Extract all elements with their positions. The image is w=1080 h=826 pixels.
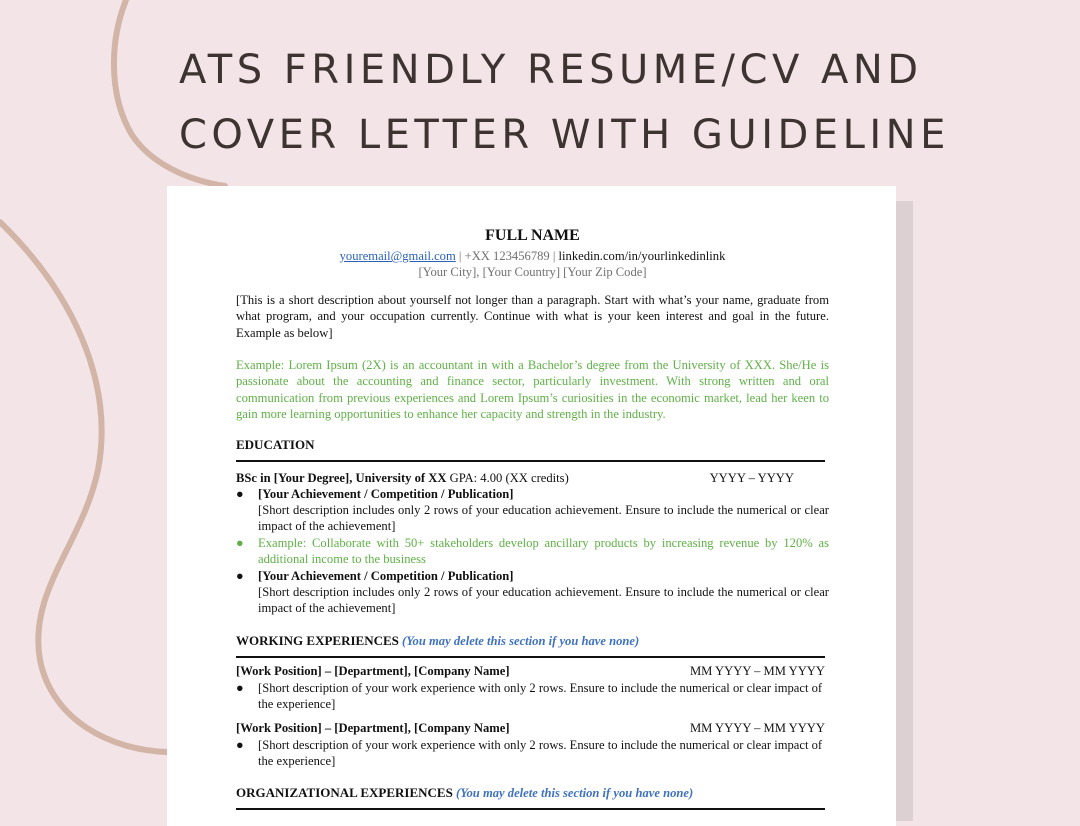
work-heading: WORKING EXPERIENCES: [236, 633, 399, 648]
degree-title: BSc in [Your Degree], University of XX: [236, 471, 447, 485]
job-position: [Work Position] – [Department], [Company Name]: [236, 721, 510, 735]
education-dates: YYYY – YYYY: [709, 471, 794, 485]
contact-line: [236, 248, 829, 264]
org-heading: ORGANIZATIONAL EXPERIENCES: [236, 785, 453, 800]
job-dates: MM YYYY – MM YYYY: [689, 664, 825, 678]
full-name: FULL NAME: [485, 227, 580, 244]
summary-paragraph: [This is a short description about yourself not longer than a paragraph. Start with what’s your name, graduate from what program, and your occupation currently. Continue with what is your keen interest and goal in the future. Example as below]: [236, 293, 829, 340]
example-paragraph: Example: Lorem Ipsum (2X) is an accountant in with a Bachelor’s degree from the University of XXX. She/He is passionate about the accounting and finance sector, particularly investment. With strong written and oral communication from previous experiences and Lorem Ipsum’s curiosities in the economic market, lead her keen to gain more learning opportunities to enhance her capacity and strength in the industry.: [236, 358, 829, 421]
job-dates: MM YYYY – MM YYYY: [689, 721, 825, 735]
address-line: [Your City], [Your Country] [Your Zip Code]: [418, 265, 647, 279]
phone-number: | +XX 123456789 |: [455, 249, 559, 263]
bullet: ●: [236, 536, 244, 550]
achievement-title: [Your Achievement / Competition / Publication]: [258, 487, 514, 501]
achievement-example: Example: Collaborate with 50+ stakeholders develop ancillary products by increasing revenue by 120% as additional income to the business: [258, 536, 829, 567]
linkedin-link[interactable]: linkedin.com/in/yourlinkedinlink: [558, 249, 726, 263]
job-position: [Work Position] – [Department], [Company Name]: [236, 664, 510, 678]
achievement-desc: [Short description includes only 2 rows of your education achievement. Ensure to include the numerical or clear impact of the achievement]: [258, 503, 829, 534]
headline-line-1: ATS FRIENDLY RESUME/CV AND: [179, 47, 923, 93]
gpa-text: GPA: 4.00 (XX credits): [446, 471, 569, 485]
work-heading-line: [236, 633, 639, 649]
email-link[interactable]: youremail@gmail.com: [339, 249, 456, 263]
degree-line: [236, 470, 569, 486]
achievement-desc: [Short description includes only 2 rows of your education achievement. Ensure to include the numerical or clear impact of the achievement]: [258, 585, 829, 616]
work-rule: [236, 656, 825, 658]
bullet: ●: [236, 681, 244, 695]
job-desc: [Short description of your work experience with only 2 rows. Ensure to include the numerical or clear impact of the experience]: [258, 738, 823, 769]
resume-page: [167, 186, 896, 826]
work-note: (You may delete this section if you have none): [402, 634, 640, 648]
headline-line-2: COVER LETTER WITH GUIDELINE: [179, 112, 950, 158]
left-curve: [0, 222, 167, 752]
org-heading-line: [236, 785, 693, 801]
education-rule: [236, 460, 825, 462]
education-heading: EDUCATION: [236, 437, 315, 452]
bullet: ●: [236, 738, 244, 752]
org-note: (You may delete this section if you have none): [456, 786, 694, 800]
job-desc: [Short description of your work experience with only 2 rows. Ensure to include the numerical or clear impact of the experience]: [258, 681, 823, 712]
achievement-title: [Your Achievement / Competition / Publication]: [258, 569, 514, 583]
bullet: ●: [236, 487, 244, 501]
bullet: ●: [236, 569, 244, 583]
